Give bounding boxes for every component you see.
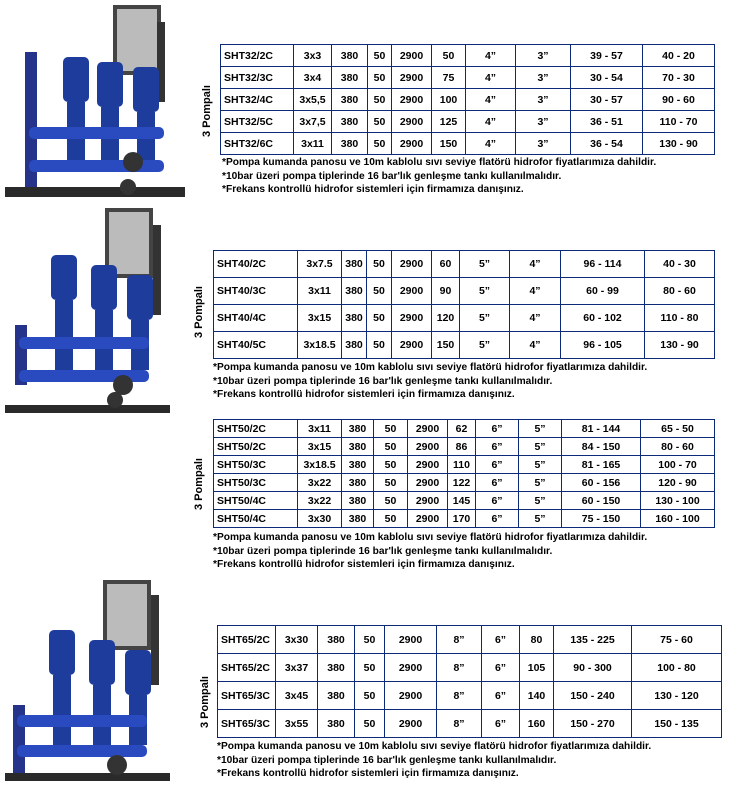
table-cell: 380 xyxy=(332,111,368,133)
notes-3 xyxy=(213,531,647,572)
table-cell: 2900 xyxy=(408,438,448,456)
note-line: *10bar üzeri pompa tiplerinde 16 bar'lık genleşme tankı kullanılmalıdır. xyxy=(213,375,553,387)
table-cell: 50 xyxy=(367,251,392,278)
table-cell: 5” xyxy=(460,278,510,305)
table-cell: 36 - 54 xyxy=(571,133,643,155)
table-cell: 5” xyxy=(460,251,510,278)
table-cell: 50 xyxy=(355,682,385,710)
table-cell: 380 xyxy=(342,438,374,456)
notes-4 xyxy=(217,740,651,781)
model-cell: SHT40/3C xyxy=(214,278,298,305)
table-cell: 2900 xyxy=(385,682,437,710)
table-cell: 81 - 144 xyxy=(562,420,641,438)
table-cell: 2900 xyxy=(408,474,448,492)
table-cell: 5” xyxy=(519,420,562,438)
table-cell: 3” xyxy=(516,133,571,155)
table-cell: 8” xyxy=(437,654,482,682)
table-cell: 380 xyxy=(318,626,355,654)
table-cell: 380 xyxy=(342,278,367,305)
table-cell: 4” xyxy=(510,332,561,359)
table-cell: 50 xyxy=(367,332,392,359)
table-cell: 3x45 xyxy=(276,682,318,710)
table-cell: 2900 xyxy=(385,710,437,738)
table-cell: 145 xyxy=(448,492,476,510)
table-cell: 30 - 54 xyxy=(571,67,643,89)
table-cell: 4” xyxy=(510,305,561,332)
table-cell: 84 - 150 xyxy=(562,438,641,456)
table-cell: 170 xyxy=(448,510,476,528)
table-cell: 5” xyxy=(519,474,562,492)
table-cell: 380 xyxy=(332,133,368,155)
table-cell: 2900 xyxy=(408,420,448,438)
table-cell: 380 xyxy=(342,305,367,332)
table-cell: 380 xyxy=(342,474,374,492)
booster-pump-icon xyxy=(5,208,170,413)
table-cell: 65 - 50 xyxy=(641,420,715,438)
section-3-label: 3 Pompalı xyxy=(193,458,205,510)
table-cell: 140 xyxy=(520,682,554,710)
table-cell: 3x7.5 xyxy=(298,251,342,278)
section-2-label: 3 Pompalı xyxy=(193,286,205,338)
note-line: *Frekans kontrollü hidrofor sistemleri için firmamıza danışınız. xyxy=(222,184,524,195)
model-cell: SHT40/5C xyxy=(214,332,298,359)
table-cell: 2900 xyxy=(392,251,432,278)
note-line: *Frekans kontrollü hidrofor sistemleri için firmamıza danışınız. xyxy=(217,768,519,779)
table-cell: 130 - 100 xyxy=(641,492,715,510)
table-cell: 75 - 150 xyxy=(562,510,641,528)
table-cell: 81 - 165 xyxy=(562,456,641,474)
table-cell: 3x11 xyxy=(294,133,332,155)
table-cell: 8” xyxy=(437,626,482,654)
table-row xyxy=(214,420,715,438)
model-cell: SHT65/3C xyxy=(218,710,276,738)
table-cell: 380 xyxy=(342,251,367,278)
table-cell: 96 - 105 xyxy=(561,332,645,359)
table-cell: 75 - 60 xyxy=(632,626,722,654)
table-cell: 120 - 90 xyxy=(641,474,715,492)
table-cell: 4” xyxy=(466,67,516,89)
table-cell: 100 xyxy=(432,89,466,111)
table-cell: 4” xyxy=(510,278,561,305)
spec-table-2 xyxy=(213,250,715,359)
section-4-label: 3 Pompalı xyxy=(199,676,211,728)
table-cell: 50 xyxy=(368,45,392,67)
note-line: *Pompa kumanda panosu ve 10m kablolu sıvı seviye flatörü hidrofor fiyatlarımıza dahildir. xyxy=(217,741,652,752)
model-cell: SHT40/4C xyxy=(214,305,298,332)
table-cell: 6” xyxy=(482,682,520,710)
table-cell: 6” xyxy=(482,654,520,682)
table-cell: 380 xyxy=(332,67,368,89)
booster-pump-icon xyxy=(5,5,185,197)
table-cell: 3x22 xyxy=(298,492,342,510)
table-cell: 3” xyxy=(516,111,571,133)
table-cell: 130 - 90 xyxy=(643,133,715,155)
table-cell: 60 - 99 xyxy=(561,278,645,305)
booster-pump-icon xyxy=(5,580,170,781)
table-row xyxy=(214,251,715,278)
pump-image-2 xyxy=(5,205,205,415)
table-row xyxy=(221,89,715,111)
table-cell: 2900 xyxy=(392,305,432,332)
table-row xyxy=(218,654,722,682)
note-line: *10bar üzeri pompa tiplerinde 16 bar'lık genleşme tankı kullanılmalıdır. xyxy=(213,545,553,557)
note-line: *Pompa kumanda panosu ve 10m kablolu sıvı seviye flatörü hidrofor fiyatlarımıza dahildir. xyxy=(213,532,648,543)
table-cell: 39 - 57 xyxy=(571,45,643,67)
table-cell: 60 xyxy=(432,251,460,278)
table-cell: 3x18.5 xyxy=(298,332,342,359)
table-cell: 50 xyxy=(367,278,392,305)
table-cell: 60 - 102 xyxy=(561,305,645,332)
table-cell: 50 xyxy=(374,474,408,492)
table-cell: 60 - 156 xyxy=(562,474,641,492)
table-cell: 2900 xyxy=(392,45,432,67)
table-row xyxy=(214,305,715,332)
table-cell: 150 - 270 xyxy=(554,710,632,738)
table-cell: 3x55 xyxy=(276,710,318,738)
table-cell: 5” xyxy=(519,510,562,528)
table-cell: 8” xyxy=(437,682,482,710)
table-cell: 2900 xyxy=(408,492,448,510)
model-cell: SHT65/2C xyxy=(218,654,276,682)
table-cell: 110 - 70 xyxy=(643,111,715,133)
table-row xyxy=(214,278,715,305)
table-cell: 50 xyxy=(355,654,385,682)
notes-2 xyxy=(213,361,647,402)
table-cell: 150 - 135 xyxy=(632,710,722,738)
table-row xyxy=(214,510,715,528)
table-cell: 40 - 20 xyxy=(643,45,715,67)
table-cell: 150 xyxy=(432,133,466,155)
table-cell: 100 - 80 xyxy=(632,654,722,682)
table-cell: 5” xyxy=(519,456,562,474)
table-cell: 90 - 300 xyxy=(554,654,632,682)
table-cell: 50 xyxy=(374,492,408,510)
note-line: *10bar üzeri pompa tiplerinde 16 bar'lık genleşme tankı kullanılmalıdır. xyxy=(217,754,557,766)
spec-table-4 xyxy=(217,625,722,738)
table-cell: 3x15 xyxy=(298,305,342,332)
model-cell: SHT65/2C xyxy=(218,626,276,654)
table-cell: 4” xyxy=(466,89,516,111)
table-cell: 3” xyxy=(516,67,571,89)
table-cell: 90 xyxy=(432,278,460,305)
model-cell: SHT50/2C xyxy=(214,438,298,456)
table-cell: 5” xyxy=(460,305,510,332)
table-cell: 5” xyxy=(519,492,562,510)
table-cell: 380 xyxy=(318,710,355,738)
table-cell: 125 xyxy=(432,111,466,133)
model-cell: SHT50/4C xyxy=(214,510,298,528)
table-cell: 50 xyxy=(367,305,392,332)
model-cell: SHT65/3C xyxy=(218,682,276,710)
table-cell: 380 xyxy=(342,492,374,510)
table-cell: 75 xyxy=(432,67,466,89)
table-cell: 110 - 80 xyxy=(645,305,715,332)
model-cell: SHT32/6C xyxy=(221,133,294,155)
table-cell: 2900 xyxy=(392,332,432,359)
table-cell: 6” xyxy=(476,438,519,456)
table-cell: 3x5,5 xyxy=(294,89,332,111)
table-cell: 6” xyxy=(476,510,519,528)
model-cell: SHT50/3C xyxy=(214,456,298,474)
pump-image-3 xyxy=(5,575,205,787)
table-cell: 3x15 xyxy=(298,438,342,456)
table-cell: 3x37 xyxy=(276,654,318,682)
note-line: *Frekans kontrollü hidrofor sistemleri için firmamıza danışınız. xyxy=(213,389,515,400)
table-cell: 3x11 xyxy=(298,420,342,438)
table-cell: 120 xyxy=(432,305,460,332)
table-row xyxy=(214,332,715,359)
table-cell: 50 xyxy=(374,510,408,528)
table-cell: 30 - 57 xyxy=(571,89,643,111)
model-cell: SHT32/3C xyxy=(221,67,294,89)
table-cell: 50 xyxy=(368,67,392,89)
table-cell: 6” xyxy=(482,626,520,654)
model-cell: SHT32/4C xyxy=(221,89,294,111)
table-cell: 380 xyxy=(342,510,374,528)
table-cell: 70 - 30 xyxy=(643,67,715,89)
table-row xyxy=(221,133,715,155)
table-cell: 50 xyxy=(368,133,392,155)
note-line: *10bar üzeri pompa tiplerinde 16 bar'lık genleşme tankı kullanılmalıdır. xyxy=(222,170,562,182)
model-cell: SHT50/3C xyxy=(214,474,298,492)
table-cell: 90 - 60 xyxy=(643,89,715,111)
table-cell: 2900 xyxy=(392,111,432,133)
table-cell: 3x3 xyxy=(294,45,332,67)
table-cell: 380 xyxy=(332,45,368,67)
table-cell: 50 xyxy=(374,438,408,456)
table-row xyxy=(221,111,715,133)
table-cell: 50 xyxy=(368,89,392,111)
table-cell: 50 xyxy=(368,111,392,133)
table-cell: 80 - 60 xyxy=(641,438,715,456)
table-cell: 380 xyxy=(342,420,374,438)
table-cell: 36 - 51 xyxy=(571,111,643,133)
table-cell: 4” xyxy=(466,111,516,133)
table-cell: 6” xyxy=(476,474,519,492)
table-cell: 3” xyxy=(516,89,571,111)
table-row xyxy=(218,682,722,710)
pump-image-1 xyxy=(5,2,205,202)
table-row xyxy=(214,474,715,492)
model-cell: SHT32/5C xyxy=(221,111,294,133)
table-cell: 380 xyxy=(332,89,368,111)
table-cell: 6” xyxy=(476,456,519,474)
table-cell: 3x22 xyxy=(298,474,342,492)
table-cell: 380 xyxy=(318,654,355,682)
table-cell: 2900 xyxy=(408,510,448,528)
table-cell: 80 - 60 xyxy=(645,278,715,305)
table-cell: 2900 xyxy=(392,67,432,89)
table-cell: 160 xyxy=(520,710,554,738)
table-cell: 4” xyxy=(466,133,516,155)
table-row xyxy=(221,67,715,89)
table-cell: 3x18.5 xyxy=(298,456,342,474)
model-cell: SHT50/2C xyxy=(214,420,298,438)
table-row xyxy=(218,710,722,738)
table-cell: 50 xyxy=(432,45,466,67)
table-row xyxy=(218,626,722,654)
table-cell: 6” xyxy=(476,420,519,438)
table-cell: 2900 xyxy=(385,654,437,682)
table-cell: 2900 xyxy=(385,626,437,654)
table-cell: 100 - 70 xyxy=(641,456,715,474)
table-cell: 3x30 xyxy=(276,626,318,654)
table-cell: 3x4 xyxy=(294,67,332,89)
note-line: *Frekans kontrollü hidrofor sistemleri için firmamıza danışınız. xyxy=(213,559,515,570)
table-cell: 2900 xyxy=(392,89,432,111)
table-cell: 160 - 100 xyxy=(641,510,715,528)
note-line: *Pompa kumanda panosu ve 10m kablolu sıvı seviye flatörü hidrofor fiyatlarımıza dahildir. xyxy=(213,362,648,373)
table-cell: 96 - 114 xyxy=(561,251,645,278)
table-cell: 8” xyxy=(437,710,482,738)
table-row xyxy=(214,438,715,456)
table-cell: 110 xyxy=(448,456,476,474)
table-cell: 130 - 90 xyxy=(645,332,715,359)
table-cell: 380 xyxy=(318,682,355,710)
table-cell: 6” xyxy=(482,710,520,738)
table-cell: 86 xyxy=(448,438,476,456)
table-cell: 150 - 240 xyxy=(554,682,632,710)
table-cell: 5” xyxy=(460,332,510,359)
table-cell: 3x11 xyxy=(298,278,342,305)
table-cell: 3” xyxy=(516,45,571,67)
model-cell: SHT32/2C xyxy=(221,45,294,67)
table-cell: 50 xyxy=(355,626,385,654)
spec-table-1 xyxy=(220,44,715,155)
table-row xyxy=(221,45,715,67)
table-cell: 105 xyxy=(520,654,554,682)
table-cell: 4” xyxy=(510,251,561,278)
table-cell: 80 xyxy=(520,626,554,654)
table-cell: 62 xyxy=(448,420,476,438)
table-cell: 380 xyxy=(342,332,367,359)
table-cell: 6” xyxy=(476,492,519,510)
table-cell: 130 - 120 xyxy=(632,682,722,710)
table-cell: 2900 xyxy=(392,278,432,305)
table-cell: 135 - 225 xyxy=(554,626,632,654)
table-cell: 50 xyxy=(374,456,408,474)
table-row xyxy=(214,456,715,474)
table-cell: 3x30 xyxy=(298,510,342,528)
table-cell: 60 - 150 xyxy=(562,492,641,510)
table-cell: 122 xyxy=(448,474,476,492)
table-cell: 50 xyxy=(374,420,408,438)
table-cell: 40 - 30 xyxy=(645,251,715,278)
notes-1 xyxy=(222,156,656,197)
table-cell: 380 xyxy=(342,456,374,474)
table-cell: 2900 xyxy=(392,133,432,155)
section-1-label: 3 Pompalı xyxy=(201,85,213,137)
table-cell: 3x7,5 xyxy=(294,111,332,133)
spec-table-3 xyxy=(213,419,715,528)
model-cell: SHT50/4C xyxy=(214,492,298,510)
note-line: *Pompa kumanda panosu ve 10m kablolu sıvı seviye flatörü hidrofor fiyatlarımıza dahildir. xyxy=(222,157,657,168)
table-cell: 4” xyxy=(466,45,516,67)
table-cell: 50 xyxy=(355,710,385,738)
table-cell: 150 xyxy=(432,332,460,359)
table-row xyxy=(214,492,715,510)
table-cell: 2900 xyxy=(408,456,448,474)
table-cell: 5” xyxy=(519,438,562,456)
model-cell: SHT40/2C xyxy=(214,251,298,278)
